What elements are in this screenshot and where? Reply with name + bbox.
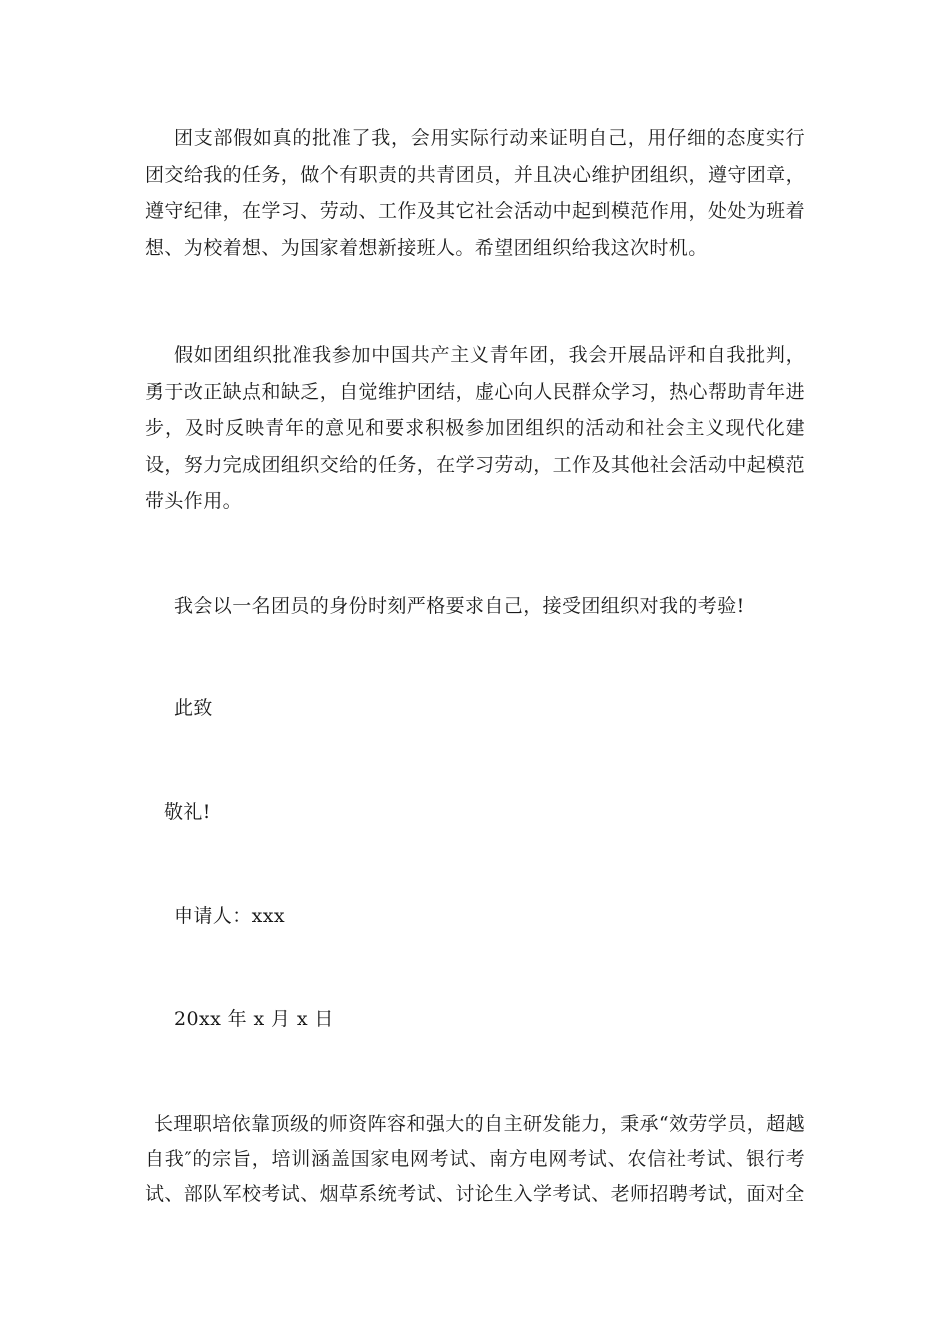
letter-date: 20xx 年 x 月 x 日	[174, 1008, 334, 1030]
letter-paragraph-1: 团支部假如真的批准了我，会用实际行动来证明自己，用仔细的态度实行团交给我的任务，做个有职责的共青团员，并且决心维护团组织，遵守团章，遵守纪律，在学习、劳动、工作及其它社会活动中起到模范作用，处处为班着想、为校着想、为国家着想新接班人。希望团组织给我这次时机。	[145, 127, 805, 259]
footer-ad-paragraph: 长理职培依靠顶级的师资阵容和强大的自主研发能力，秉承“效劳学员，超越自我″的宗旨，培训涵盖国家电网考试、南方电网考试、农信社考试、银行考试、部队军校考试、烟草系统考试、讨论生入学考试、老师招聘考试，面对全	[145, 1113, 805, 1205]
closing-regards: 敬礼!	[164, 801, 211, 823]
letter-paragraph-3: 我会以一名团员的身份时刻严格要求自己，接受团组织对我的考验!	[174, 595, 745, 617]
closing-salutation: 此致	[174, 697, 213, 719]
letter-paragraph-2: 假如团组织批准我参加中国共产主义青年团，我会开展品评和自我批判，勇于改正缺点和缺乏，自觉维护团结，虚心向人民群众学习，热心帮助青年进步，及时反映青年的意见和要求积极参加团组织的活动和社会主义现代化建设，努力完成团组织交给的任务，在学习劳动，工作及其他社会活动中起模范带头作用。	[145, 344, 805, 512]
applicant-signature: 申请人：xxx	[174, 905, 285, 927]
